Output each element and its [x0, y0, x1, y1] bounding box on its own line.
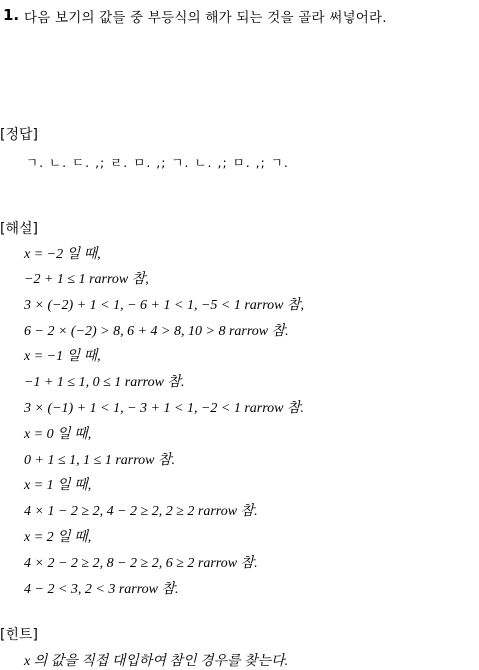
explanation-line: 3 × (−1) + 1 < 1, − 3 + 1 < 1, −2 < 1 rarrow 참. — [24, 401, 305, 416]
answer-label: [정답] — [0, 127, 38, 143]
explanation-line: 4 − 2 < 3, 2 < 3 rarrow 참. — [24, 582, 179, 597]
answer-text: ㄱ. ㄴ. ㄷ. ,; ㄹ. ㅁ. ,; ㄱ. ㄴ. ,; ㅁ. ,; ㄱ. — [26, 155, 289, 170]
explanation-line: 3 × (−2) + 1 < 1, − 6 + 1 < 1, −5 < 1 rarrow 참, — [24, 298, 305, 313]
explanation-line: x = 2 일 때, — [24, 530, 92, 545]
hint-text: x 의 값을 직접 대입하여 참인 경우를 찾는다. — [24, 654, 289, 669]
explanation-line: −2 + 1 ≤ 1 rarrow 참, — [24, 272, 149, 287]
question-text: 다음 보기의 값들 중 부등식의 해가 되는 것을 골라 써넣어라. — [24, 10, 387, 26]
explanation-line: 4 × 2 − 2 ≥ 2, 8 − 2 ≥ 2, 6 ≥ 2 rarrow 참. — [24, 556, 258, 571]
explanation-label: [해설] — [0, 221, 38, 237]
explanation-line: x = 0 일 때, — [24, 427, 92, 442]
explanation-line: x = 1 일 때, — [24, 478, 92, 493]
explanation-line: x = −1 일 때, — [24, 349, 101, 364]
explanation-line: 4 × 1 − 2 ≥ 2, 4 − 2 ≥ 2, 2 ≥ 2 rarrow 참. — [24, 504, 258, 519]
hint-label: [힌트] — [0, 627, 38, 643]
explanation-line: −1 + 1 ≤ 1, 0 ≤ 1 rarrow 참. — [24, 375, 185, 390]
explanation-line: 0 + 1 ≤ 1, 1 ≤ 1 rarrow 참. — [24, 453, 176, 468]
explanation-line: 6 − 2 × (−2) > 8, 6 + 4 > 8, 10 > 8 rarrow 참. — [24, 324, 289, 339]
question-number: 1. — [3, 6, 20, 24]
explanation-line: x = −2 일 때, — [24, 247, 101, 262]
